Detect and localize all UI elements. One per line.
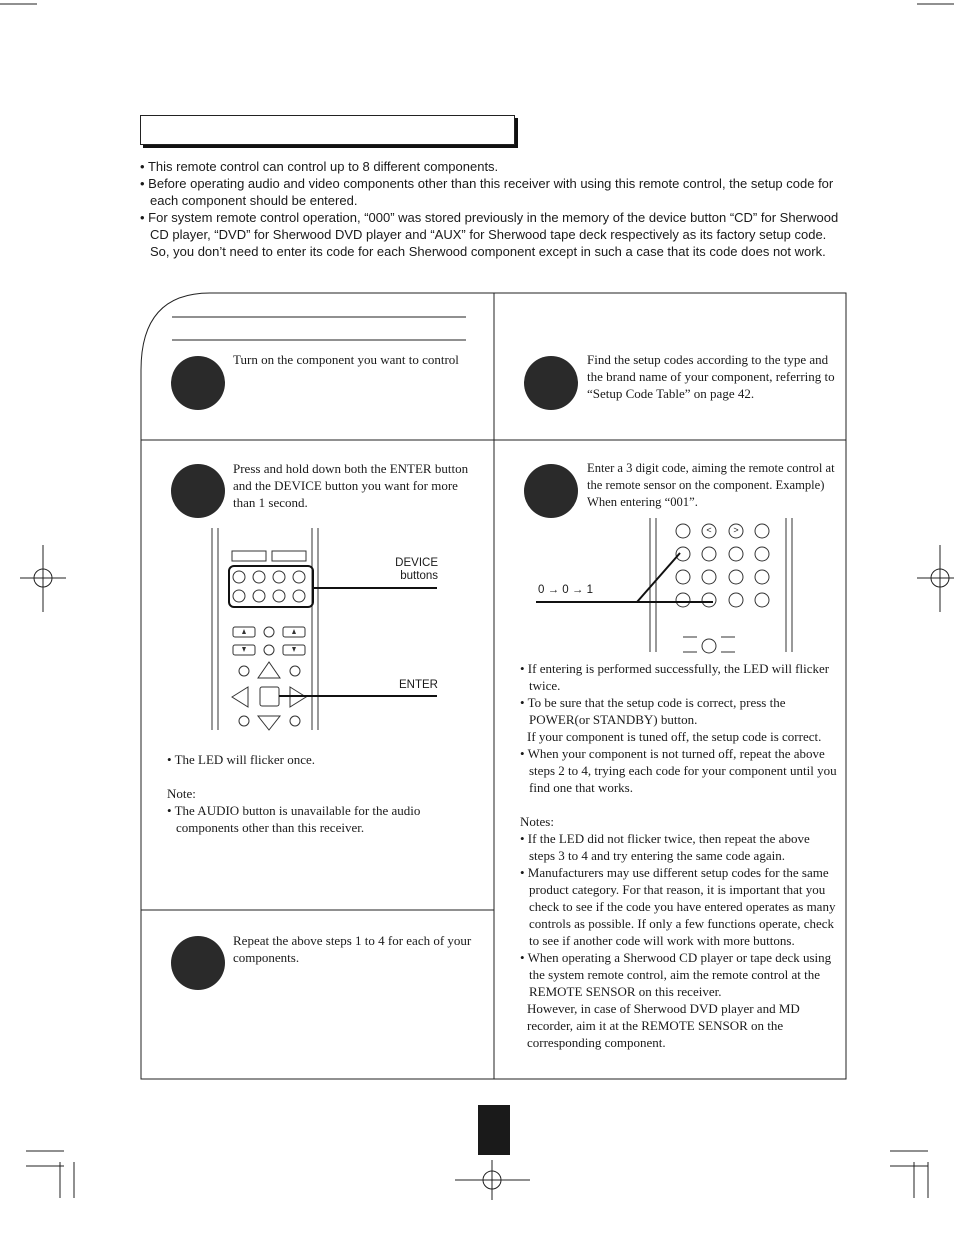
intro-bullets (140, 158, 840, 260)
step-3-note-heading: Note: (167, 786, 196, 801)
enter-button-shape (260, 687, 279, 706)
code-diagonal-line (637, 553, 680, 602)
registration-mark-right (917, 545, 954, 612)
intro-bullet-3: • For system remote control operation, “000” was stored previously in the memory of the device button “CD” for Sherwood CD player, “DVD” for Sherwood DVD player and “AUX” for Sherwood tape deck respectively as its factory setup code. So, you don’t need to enter its code for each Sherwood component except in such a case that its code does not work. (140, 210, 839, 259)
intro-bullet-1: • This remote control can control up to 8 different components. (140, 159, 499, 174)
step-5-text: Repeat the above steps 1 to 4 for each of your components. (233, 933, 472, 965)
step-3-text: Press and hold down both the ENTER button and the DEVICE button you want for more than 1 second. (233, 461, 469, 510)
intro-bullet-2: • Before operating audio and video components other than this receiver with using this remote control, the setup code for each component should be entered. (140, 176, 834, 208)
step-4-bullet-3: • When your component is not turned off, repeat the above steps 2 to 4, trying each code for your component until you find one that works. (520, 746, 837, 795)
step-4-note-1: • If the LED did not flicker twice, then repeat the above steps 3 to 4 and try entering the same code again. (520, 831, 810, 863)
page-number-tab (478, 1105, 510, 1155)
step-4-notes-heading: Notes: (520, 814, 554, 829)
step-2-circle (524, 356, 578, 410)
step-3-circle (171, 464, 225, 518)
keypad-left-arrow: < (706, 525, 712, 535)
step-3-note: • The AUDIO button is unavailable for the audio components other than this receiver. (167, 803, 421, 835)
step-1-circle (171, 356, 225, 410)
enter-label: ENTER (399, 679, 438, 691)
step-2-text: Find the setup codes according to the type and the brand name of your component, referring to “Setup Code Table” on page 42. (587, 352, 835, 401)
registration-mark-bottom (455, 1160, 530, 1200)
step-4-bullets (520, 660, 838, 1051)
step-4-bullet-1: • If entering is performed successfully, the LED will flicker twice. (520, 661, 830, 693)
step-4-note-3-cont: However, in case of Sherwood DVD player and MD recorder, aim it at the REMOTE SENSOR on the corresponding component. (527, 1001, 800, 1050)
step-4-bullet-2: • To be sure that the setup code is correct, press the POWER(or STANDBY) button. (520, 695, 786, 727)
step-3-led-note: • The LED will flicker once. (167, 752, 315, 767)
device-buttons-label: DEVICE buttons (395, 557, 438, 582)
keypad-right-arrow: > (733, 525, 739, 535)
section-title-box (140, 115, 515, 145)
step-4-bullet-2-cont: If your component is tuned off, the setup code is correct. (527, 729, 822, 744)
step-4-circle (524, 464, 578, 518)
registration-mark-left (20, 545, 66, 612)
step-4-text: Enter a 3 digit code, aiming the remote control at the remote sensor on the component. Example) When entering “001”. (587, 461, 835, 509)
step-1-text: Turn on the component you want to control (233, 352, 459, 367)
step-5-circle (171, 936, 225, 990)
code-sequence-label: 0 → 0 → 1 (538, 584, 593, 596)
step-4-note-3: • When operating a Sherwood CD player or tape deck using the system remote control, aim the remote control at the REMOTE SENSOR on this receiver. (520, 950, 832, 999)
step-4-note-2: • Manufacturers may use different setup codes for the same product category. For that reason, it is important that you check to see if the code you have entered operates as many controls as possible. If only a few functions operate, check to see if another code will work with more buttons. (520, 865, 836, 948)
